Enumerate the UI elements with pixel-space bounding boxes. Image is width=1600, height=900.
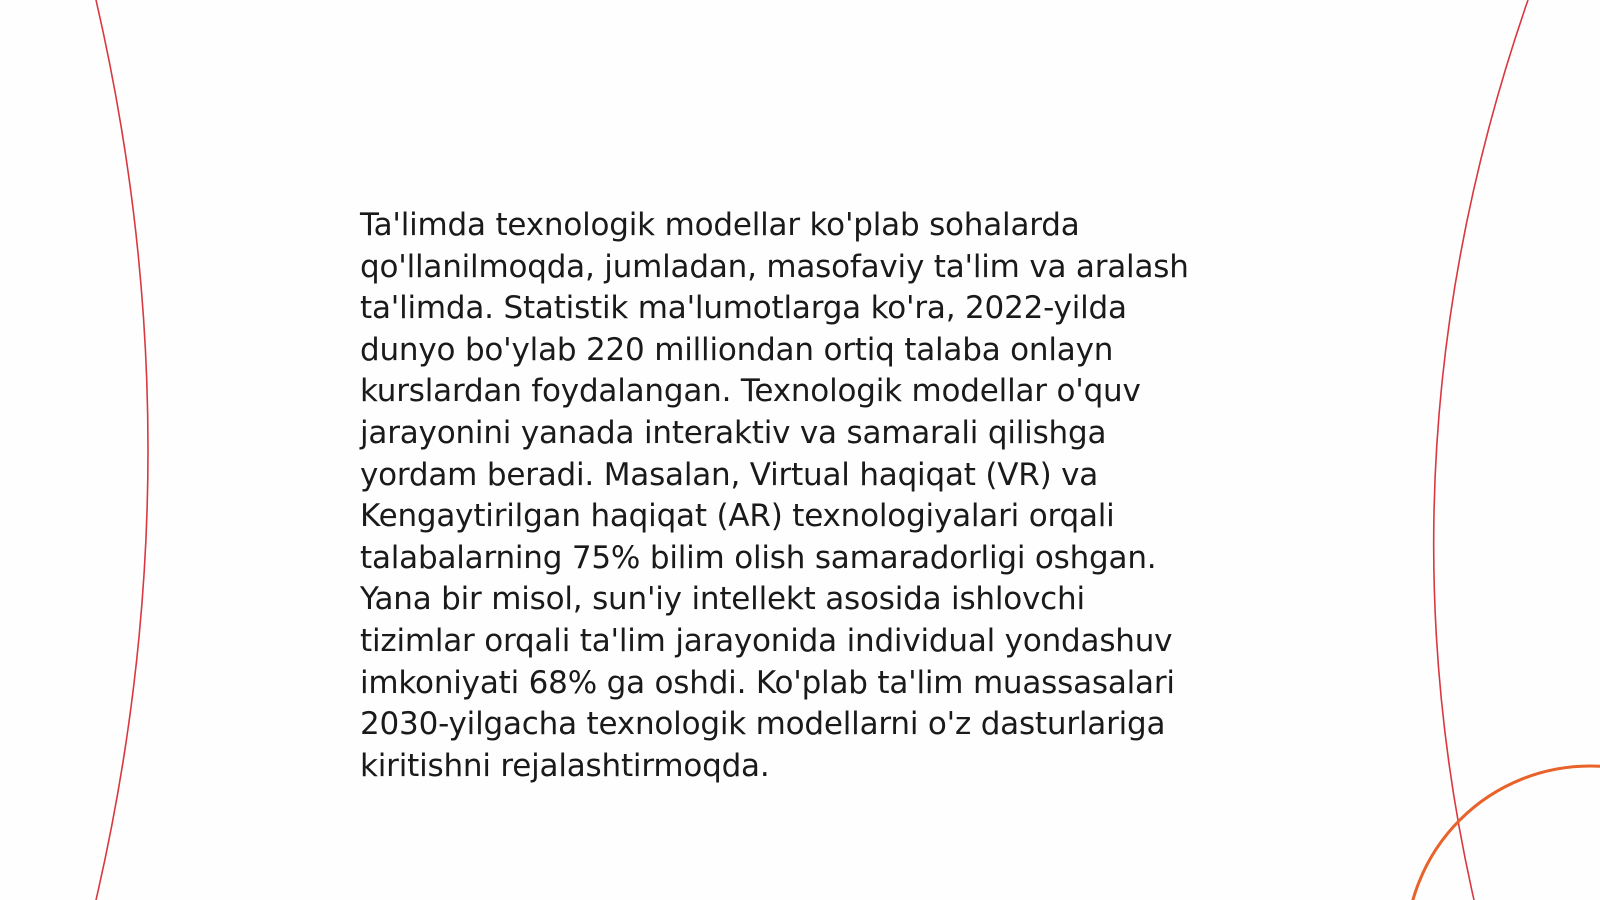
paragraph-line: qo'llanilmoqda, jumladan, masofaviy ta'lim va aralash [360, 248, 1189, 285]
accent-circle-arc [1406, 766, 1600, 900]
paragraph-line: Kengaytirilgan haqiqat (AR) texnologiyalari orqali [360, 498, 1115, 535]
paragraph-line: 2030-yilgacha texnologik modellarni o'z dasturlariga [360, 706, 1166, 743]
paragraph-line: talabalarning 75% bilim olish samaradorligi oshgan. [360, 539, 1157, 576]
paragraph-line: Yana bir misol, sun'iy intellekt asosida ishlovchi [360, 581, 1085, 618]
paragraph-line: ta'limda. Statistik ma'lumotlarga ko'ra, 2022-yilda [360, 290, 1127, 327]
paragraph-line: Ta'limda texnologik modellar ko'plab sohalarda [360, 207, 1080, 243]
paragraph-line: imkoniyati 68% ga oshdi. Ko'plab ta'lim muassasalari [360, 664, 1175, 701]
paragraph-line: jarayonini yanada interaktiv va samarali qilishga [360, 414, 1107, 451]
left-curve-line [96, 0, 148, 900]
paragraph-line: kurslardan foydalangan. Texnologik modellar o'quv [360, 373, 1141, 410]
paragraph-line: kiritishni rejalashtirmoqda. [360, 747, 770, 784]
paragraph-line: tizimlar orqali ta'lim jarayonida individual yondashuv [360, 622, 1173, 659]
paragraph-line: yordam beradi. Masalan, Virtual haqiqat (VR) va [360, 456, 1099, 493]
paragraph-line: dunyo bo'ylab 220 milliondan ortiq talaba onlayn [360, 331, 1114, 368]
right-curve-line [1434, 0, 1528, 900]
body-paragraph [360, 205, 1240, 787]
